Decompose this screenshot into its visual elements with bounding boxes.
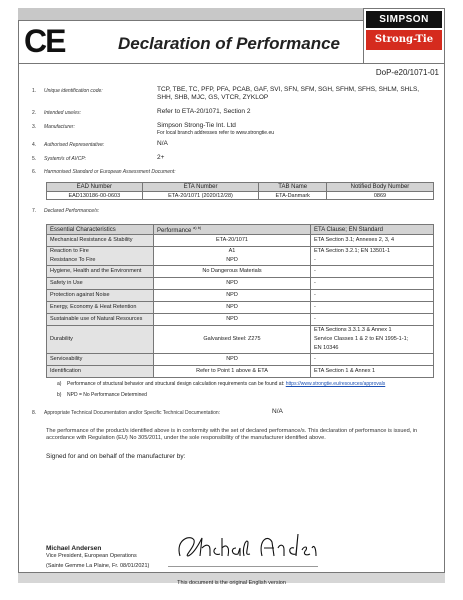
- item-label: Unique identification code:: [44, 88, 103, 94]
- header-rule: [18, 63, 445, 64]
- logo-top: SIMPSON: [366, 11, 442, 28]
- item-label: Authorised Representative:: [44, 142, 105, 148]
- signatory-role: Vice President, European Operations: [46, 553, 137, 559]
- item-2-value: Refer to ETA-20/1071, Section 2: [157, 108, 251, 115]
- performance-table: [46, 224, 434, 378]
- item-label: Appropriate Technical Documentation and/or Specific Technical Documentation:: [44, 410, 221, 416]
- manufacturer-name: Simpson Strong-Tie Int. Ltd: [157, 122, 236, 129]
- item-1-value: TCP, TBE, TC, PFP, PFA, PCAB, GAF, SVI, SFN, SFM, SGH, SFHM, SFHS, SHLM, SHLS, SHH, SHB, MJC, GS, VTCR, ZYKLOP: [157, 86, 420, 101]
- clause-cell: ETA Sections 3.3.1.3 & Annex 1 Service Classes 1 & 2 to EN 1995-1-1; EN 10346: [311, 326, 434, 354]
- characteristic-cell: Protection against Noise: [47, 290, 154, 302]
- signed-for: Signed for and on behalf of the manufacturer by:: [46, 453, 186, 460]
- footnote-mark: b): [57, 392, 62, 398]
- tab-header: TAB Name: [259, 183, 327, 192]
- clause-cell: ETA Section 3.1; Annexes 2, 3, 4: [311, 235, 434, 247]
- performance-cell: No Dangerous Materials: [154, 266, 311, 278]
- table-row: [47, 192, 434, 200]
- simpson-logo: [366, 11, 442, 50]
- ead-header: EAD Number: [47, 183, 143, 192]
- header-band: [18, 8, 363, 21]
- item-number: 4.: [32, 142, 37, 148]
- item-number: 5.: [32, 156, 37, 162]
- performance-cell: NPD: [154, 302, 311, 314]
- item-number: 6.: [32, 169, 37, 175]
- doc-number: DoP-e20/1071-01: [375, 68, 439, 77]
- clause-cell: -: [311, 266, 434, 278]
- item-label: Intended use/es:: [44, 110, 81, 116]
- table-row: [47, 290, 434, 302]
- performance-cell: NPD: [154, 354, 311, 366]
- performance-cell: NPD: [154, 278, 311, 290]
- characteristic-cell: Sustainable use of Natural Resources: [47, 314, 154, 326]
- performance-cell: Galvanised Steel: Z275: [154, 326, 311, 354]
- characteristic-cell: Hygiene, Health and the Environment: [47, 266, 154, 278]
- characteristic-cell: Serviceability: [47, 354, 154, 366]
- table-row: [47, 235, 434, 247]
- table-row: [47, 314, 434, 326]
- place-date: (Sainte Gemme La Plaine, Fr. 08/01/2021): [46, 563, 150, 569]
- item-3-value: [157, 122, 274, 136]
- approvals-link[interactable]: https://www.strongtie.eu/resources/approvals: [285, 381, 386, 387]
- characteristic-cell: Identification: [47, 366, 154, 378]
- item-8-value: N/A: [272, 408, 283, 415]
- table-row: [47, 266, 434, 278]
- item-label: Harmonised Standard or European Assessment Document:: [44, 169, 176, 175]
- performance-cell: ETA-20/1071: [154, 235, 311, 247]
- footnote-text: NPD = No Performance Determined: [67, 392, 147, 398]
- header-divider: [363, 8, 364, 63]
- clause-cell: -: [311, 278, 434, 290]
- notified-body-cell: 0869: [326, 192, 433, 200]
- table-row: [47, 326, 434, 354]
- clause-cell: -: [311, 354, 434, 366]
- original-version-note: This document is the original English version: [177, 580, 286, 586]
- characteristic-cell: Durability: [47, 326, 154, 354]
- item-label: Manufacturer:: [44, 124, 75, 130]
- signatory-name: Michael Andersen: [46, 545, 102, 552]
- header: [18, 8, 445, 63]
- ead-table: [46, 182, 434, 200]
- table-row: [47, 247, 434, 266]
- characteristics-header: Essential Characteristics: [47, 225, 154, 235]
- handwritten-signature: [170, 530, 320, 566]
- performance-cell: NPD: [154, 314, 311, 326]
- performance-cell: Refer to Point 1 above & ETA: [154, 366, 311, 378]
- table-row: [47, 366, 434, 378]
- clause-cell: ETA Section 1 & Annex 1: [311, 366, 434, 378]
- table-row: [47, 278, 434, 290]
- logo-bottom: Strong-Tie: [366, 30, 442, 50]
- characteristic-cell: Energy, Economy & Heat Retention: [47, 302, 154, 314]
- characteristic-cell: Safety in Use: [47, 278, 154, 290]
- item-number: 7.: [32, 208, 37, 214]
- clause-cell: -: [311, 290, 434, 302]
- conformity-statement: The performance of the product/s identified above is in conformity with the set of declared performance/s. This declaration of performance is issued, in accordance with Regulation (EU) No 305/2011, under the sole responsibility of the manufacturer identified above.: [46, 428, 418, 441]
- item-number: 8.: [32, 410, 37, 416]
- clause-cell: -: [311, 302, 434, 314]
- ead-cell: EAD130186-00-0603: [47, 192, 143, 200]
- characteristic-cell: Mechanical Resistance & Stability: [47, 235, 154, 247]
- eta-cell: ETA-20/1071 (2020/12/28): [142, 192, 259, 200]
- notified-body-header: Notified Body Number: [326, 183, 433, 192]
- table-row: [47, 302, 434, 314]
- page-title: Declaration of Performance: [118, 34, 341, 53]
- characteristic-cell: Reaction to Fire Resistance To Fire: [47, 247, 154, 266]
- ce-mark: CE: [24, 23, 65, 59]
- item-label: Declared Performance/s:: [44, 208, 100, 214]
- item-label: System/s of AVCP:: [44, 156, 87, 162]
- footnote-a: [57, 381, 385, 387]
- table-row: [47, 354, 434, 366]
- performance-header: Performance $^{a) b)}$: [154, 225, 311, 235]
- footnote-mark: a): [57, 381, 62, 387]
- tab-cell: ETA-Danmark: [259, 192, 327, 200]
- item-number: 3.: [32, 124, 37, 130]
- footnote-b: [57, 392, 147, 398]
- item-number: 2.: [32, 110, 37, 116]
- performance-sup: a) b): [193, 225, 202, 230]
- eta-header: ETA Number: [142, 183, 259, 192]
- item-5-value: 2+: [157, 154, 165, 161]
- footnote-text: Performance of structural behavior and structural design calculation requirements can be found at:: [67, 381, 285, 387]
- item-number: 1.: [32, 88, 37, 94]
- clause-cell: -: [311, 314, 434, 326]
- performance-cell: NPD: [154, 290, 311, 302]
- item-4-value: N/A: [157, 140, 168, 147]
- clause-cell: ETA Section 3.2.1; EN 13501-1 -: [311, 247, 434, 266]
- signature-line: [168, 566, 318, 567]
- performance-cell: A1 NPD: [154, 247, 311, 266]
- manufacturer-note: For local branch addresses refer to www.strongtie.eu: [157, 130, 274, 136]
- clause-header: ETA Clause; EN Standard: [311, 225, 434, 235]
